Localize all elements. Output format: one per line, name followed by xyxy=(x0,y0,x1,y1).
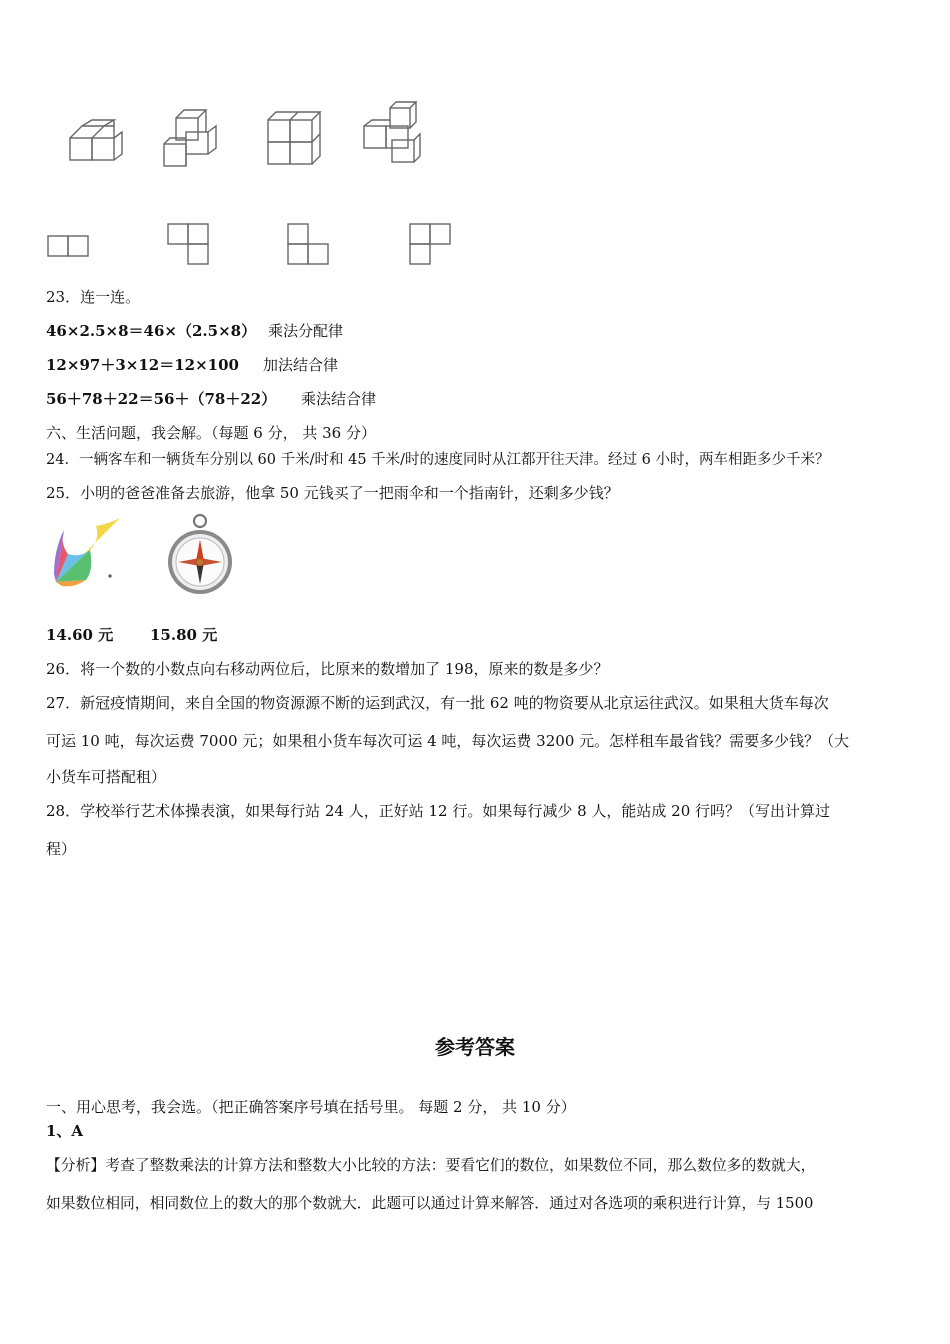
cube-figure-2 xyxy=(158,106,228,172)
question-27-line-2: 可运 10 吨，每次运费 7000 元；如果租小货车每次可运 4 吨，每次运费 3200 元。怎样租车最省钱？需要多少钱？（大 xyxy=(46,732,850,750)
answers-section-1-heading: 一、用心思考，我会选。（把正确答案序号填在括号里。 每题 2 分， 共 10 分） xyxy=(46,1098,576,1116)
analysis-line-1: 【分析】考查了整数乘法的计算方法和整数大小比较的方法：要看它们的数位，如果数位不同，那么数位多的数就大， xyxy=(46,1157,816,1174)
question-25: 25．小明的爸爸准备去旅游，他拿 50 元钱买了一把雨伞和一个指南针，还剩多少钱？ xyxy=(46,484,619,502)
q23-row-1-left: 46×2.5×8＝46×（2.5×8） xyxy=(46,322,257,340)
question-27-line-1: 27．新冠疫情期间，来自全国的物资源源不断的运到武汉，有一批 62 吨的物资要从北京运往武汉。如果租大货车每次 xyxy=(46,694,829,712)
q23-title: 23．连一连。 xyxy=(46,288,141,306)
question-28-line-1: 28．学校举行艺术体操表演，如果每行站 24 人，正好站 12 行。如果每行减少 8 人，能站成 20 行吗？（写出计算过 xyxy=(46,802,831,820)
question-27-line-3: 小货车可搭配租） xyxy=(46,768,167,786)
cube-figure-1 xyxy=(62,112,132,172)
answer-1: 1、A xyxy=(46,1122,84,1140)
analysis-line-2: 如果数位相同，相同数位上的数大的那个数就大．此题可以通过计算来解答．通过对各选项的乘积进行计算，与 1500 xyxy=(46,1195,814,1212)
q23-row-3-left: 56＋78＋22＝56＋（78＋22） xyxy=(46,390,277,408)
q23-row-2-left: 12×97＋3×12＝12×100 xyxy=(46,356,239,374)
cube-figure-4 xyxy=(356,100,428,168)
view-figure-1 xyxy=(46,232,94,260)
section-6-heading: 六、生活问题，我会解。（每题 6 分， 共 36 分） xyxy=(46,424,376,442)
answers-title: 参考答案 xyxy=(435,1035,515,1059)
cube-figure-3 xyxy=(262,108,328,170)
q23-row-2-right: 加法结合律 xyxy=(263,356,339,374)
view-figure-2 xyxy=(164,222,212,270)
price-umbrella: 14.60 元 xyxy=(46,626,114,644)
compass-image xyxy=(164,512,236,598)
view-figure-3 xyxy=(284,222,332,270)
question-28-line-2: 程） xyxy=(46,840,77,858)
umbrella-image xyxy=(50,514,126,590)
view-figure-4 xyxy=(404,222,454,270)
q23-row-1-right: 乘法分配律 xyxy=(268,322,344,340)
price-compass: 15.80 元 xyxy=(150,626,218,644)
q23-row-3-right: 乘法结合律 xyxy=(301,390,377,408)
question-26: 26．将一个数的小数点向右移动两位后，比原来的数增加了 198，原来的数是多少？ xyxy=(46,660,609,678)
question-24: 24．一辆客车和一辆货车分别以 60 千米/时和 45 千米/时的速度同时从江都开往天津。经过 6 小时，两车相距多少千米？ xyxy=(46,452,830,468)
